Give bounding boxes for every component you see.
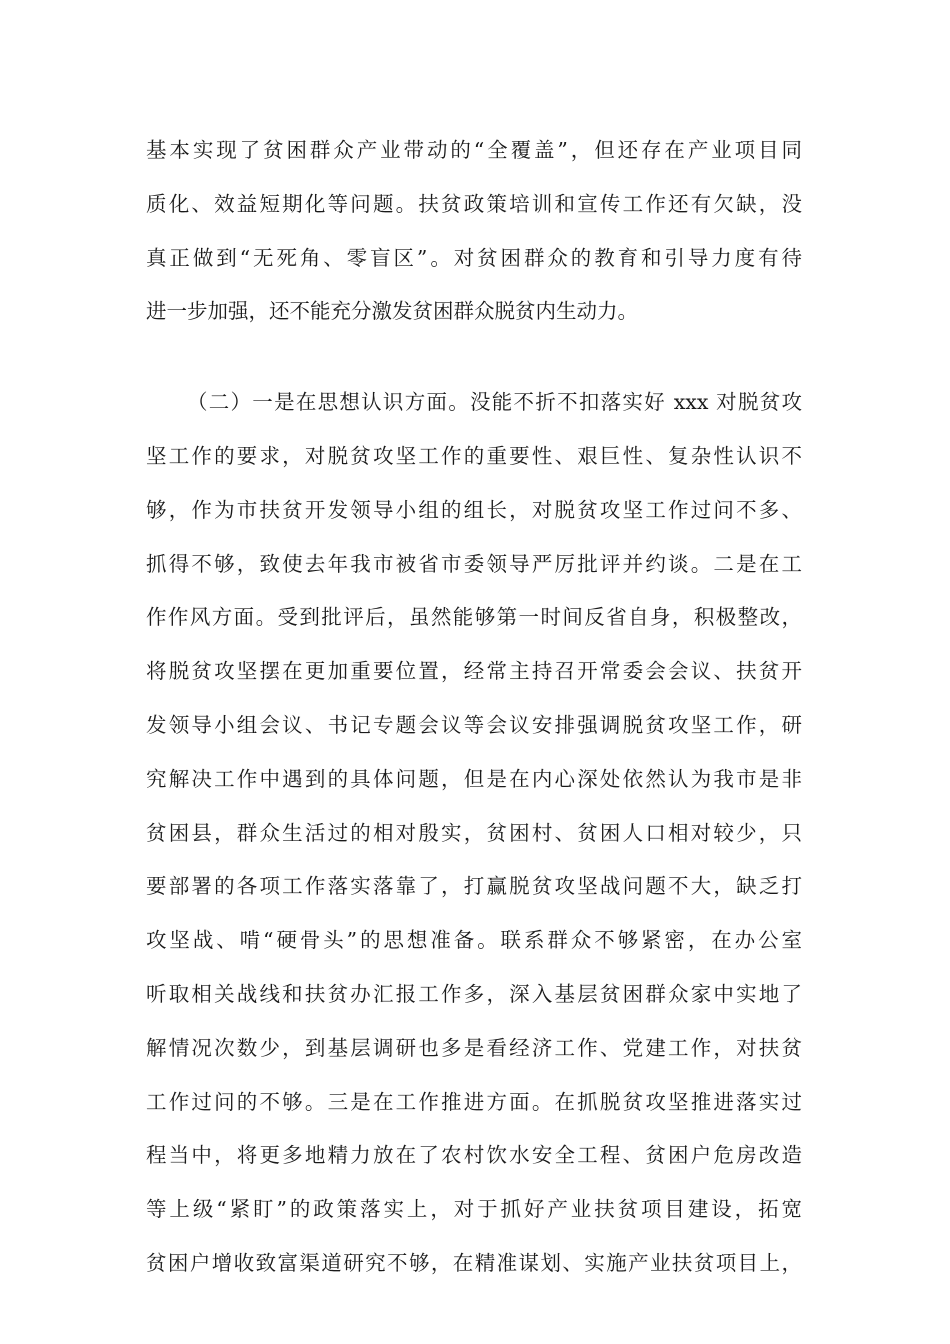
document-body xyxy=(146,124,802,1291)
text-line: 贫困户增收致富渠道研究不够，在精准谋划、实施产业扶贫项目上， xyxy=(146,1250,802,1275)
paragraph-2 xyxy=(146,376,802,1291)
paragraph-1 xyxy=(146,124,802,339)
text-line: 基本实现了贫困群众产业带动的“全覆盖”，但还存在产业项目同 xyxy=(146,138,802,162)
text-line: 工作过问的不够。三是在工作推进方面。在抓脱贫攻坚推进落实过 xyxy=(146,1089,802,1114)
text-line: 真正做到“无死角、零盲区”。对贫困群众的教育和引导力度有待 xyxy=(146,245,802,270)
text-line: 贫困县，群众生活过的相对殷实，贫困村、贫困人口相对较少，只 xyxy=(146,820,802,845)
text-line: （二）一是在思想认识方面。没能不折不扣落实好 xxx 对脱贫攻 xyxy=(187,390,802,415)
text-line: 要部署的各项工作落实落靠了，打赢脱贫攻坚战问题不大，缺乏打 xyxy=(146,874,802,899)
text-line: 进一步加强，还不能充分激发贫困群众脱贫内生动力。 xyxy=(146,299,638,324)
text-line: 抓得不够，致使去年我市被省市委领导严厉批评并约谈。二是在工 xyxy=(146,551,802,576)
text-line: 作作风方面。受到批评后，虽然能够第一时间反省自身，积极整改， xyxy=(146,605,802,630)
text-line: 究解决工作中遇到的具体问题，但是在内心深处依然认为我市是非 xyxy=(146,766,802,791)
text-line: 攻坚战、啃“硬骨头”的思想准备。联系群众不够紧密，在办公室 xyxy=(146,928,802,953)
text-line: 质化、效益短期化等问题。扶贫政策培训和宣传工作还有欠缺，没 xyxy=(146,191,802,216)
text-line: 坚工作的要求，对脱贫攻坚工作的重要性、艰巨性、复杂性认识不 xyxy=(146,443,802,468)
text-line: 发领导小组会议、书记专题会议等会议安排强调脱贫攻坚工作，研 xyxy=(146,712,802,737)
text-line: 够，作为市扶贫开发领导小组的组长，对脱贫攻坚工作过问不多、 xyxy=(146,497,802,522)
text-line: 程当中，将更多地精力放在了农村饮水安全工程、贫困户危房改造 xyxy=(146,1143,802,1168)
text-line: 听取相关战线和扶贫办汇报工作多，深入基层贫困群众家中实地了 xyxy=(146,981,802,1006)
text-line: 解情况次数少，到基层调研也多是看经济工作、党建工作，对扶贫 xyxy=(146,1035,802,1060)
text-line: 等上级“紧盯”的政策落实上，对于抓好产业扶贫项目建设，拓宽 xyxy=(146,1197,802,1222)
paragraph-spacing xyxy=(146,339,802,376)
text-line: 将脱贫攻坚摆在更加重要位置，经常主持召开常委会会议、扶贫开 xyxy=(146,659,802,684)
